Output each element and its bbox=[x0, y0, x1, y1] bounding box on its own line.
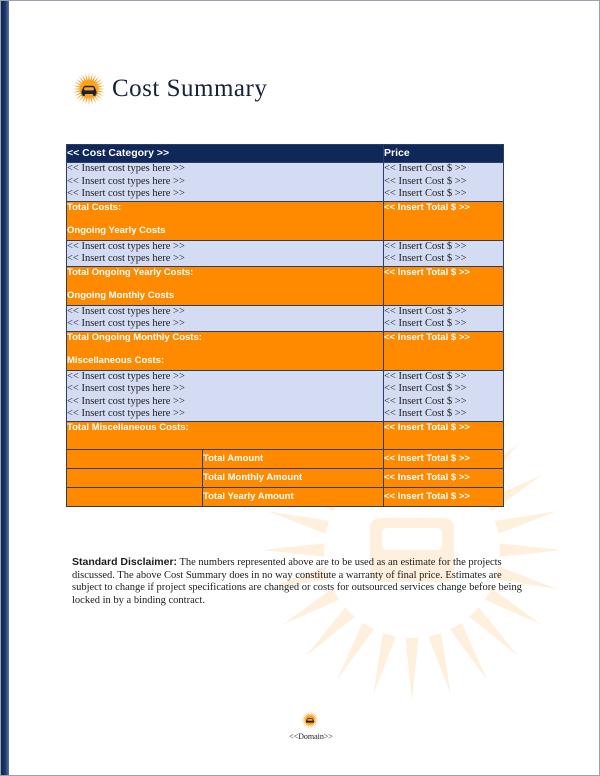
section-total-label: Total Ongoing Yearly Costs: bbox=[67, 266, 194, 278]
cost-price-text: << Insert Cost $ >> bbox=[384, 395, 467, 407]
section-total-label-cell bbox=[67, 421, 384, 449]
cost-price-text: << Insert Cost $ >> bbox=[384, 318, 467, 329]
cost-type-cell bbox=[67, 240, 384, 266]
cost-type-text: << Insert cost types here >> bbox=[67, 370, 185, 382]
cost-items-row bbox=[67, 163, 504, 202]
section-total-row bbox=[67, 421, 504, 449]
cost-type-text: << Insert cost types here >> bbox=[67, 163, 185, 174]
section-total-value: << Insert Total $ >> bbox=[384, 201, 504, 240]
cost-price-text: << Insert Cost $ >> bbox=[384, 163, 467, 174]
section-heading: Ongoing Yearly Costs bbox=[67, 224, 166, 236]
cost-type-text: << Insert cost types here >> bbox=[67, 175, 185, 187]
cost-items-row bbox=[67, 370, 504, 421]
summary-spacer-cell bbox=[67, 449, 203, 468]
cost-price-text: << Insert Cost $ >> bbox=[384, 408, 467, 419]
cost-type-text: << Insert cost types here >> bbox=[67, 383, 185, 394]
section-total-row bbox=[67, 201, 504, 240]
section-total-row bbox=[67, 266, 504, 305]
section-total-label-cell bbox=[67, 201, 384, 240]
summary-total-label: Total Monthly Amount bbox=[203, 468, 384, 487]
section-total-value: << Insert Total $ >> bbox=[384, 266, 504, 305]
summary-total-value: << Insert Total $ >> bbox=[384, 449, 504, 468]
summary-total-label: Total Amount bbox=[203, 449, 384, 468]
summary-total-row bbox=[67, 449, 504, 468]
page-title: Cost Summary bbox=[112, 75, 268, 102]
cost-price-text: << Insert Cost $ >> bbox=[384, 383, 467, 394]
cost-type-text: << Insert cost types here >> bbox=[67, 408, 185, 419]
summary-total-value: << Insert Total $ >> bbox=[384, 468, 504, 487]
section-total-row bbox=[67, 331, 504, 370]
cost-type-text: << Insert cost types here >> bbox=[67, 318, 185, 329]
section-total-label: Total Ongoing Monthly Costs: bbox=[67, 331, 202, 343]
section-total-label: Total Miscellaneous Costs: bbox=[67, 421, 189, 433]
cost-category-header: << Cost Category >> bbox=[67, 145, 384, 163]
standard-disclaimer bbox=[72, 556, 522, 607]
price-header: Price bbox=[384, 145, 504, 163]
cost-price-text: << Insert Cost $ >> bbox=[384, 175, 467, 187]
section-total-value: << Insert Total $ >> bbox=[384, 421, 504, 449]
summary-spacer-cell bbox=[67, 468, 203, 487]
cost-price-text: << Insert Cost $ >> bbox=[384, 188, 467, 199]
cost-type-cell bbox=[67, 305, 384, 331]
footer-domain: <<Domain>> bbox=[289, 732, 333, 741]
cost-type-cell bbox=[67, 163, 384, 202]
cost-price-text: << Insert Cost $ >> bbox=[384, 240, 467, 252]
section-total-label: Total Costs: bbox=[67, 201, 122, 213]
cost-price-text: << Insert Cost $ >> bbox=[384, 253, 467, 264]
table-header-row bbox=[67, 145, 504, 163]
summary-total-value: << Insert Total $ >> bbox=[384, 487, 504, 506]
cost-type-text: << Insert cost types here >> bbox=[67, 188, 185, 199]
section-heading: Miscellaneous Costs: bbox=[67, 354, 165, 366]
car-sunburst-icon bbox=[72, 72, 106, 106]
summary-total-label: Total Yearly Amount bbox=[203, 487, 384, 506]
cost-items-row bbox=[67, 240, 504, 266]
summary-total-row bbox=[67, 468, 504, 487]
cost-price-cell bbox=[384, 305, 504, 331]
cost-price-text: << Insert Cost $ >> bbox=[384, 305, 467, 317]
cost-type-text: << Insert cost types here >> bbox=[67, 305, 185, 317]
cost-type-cell bbox=[67, 370, 384, 421]
cost-price-text: << Insert Cost $ >> bbox=[384, 370, 467, 382]
title-block bbox=[72, 72, 267, 106]
cost-type-text: << Insert cost types here >> bbox=[67, 240, 185, 252]
section-heading: Ongoing Monthly Costs bbox=[67, 289, 175, 301]
section-heading bbox=[67, 445, 383, 449]
cost-type-text: << Insert cost types here >> bbox=[67, 253, 185, 264]
disclaimer-text: The numbers represented above are to be used as an estimate for the projects discussed. The above Cost Summary does in no way constitute a warranty of final price. Estimates are subject to change if project specifications are changed or costs for outsourced services change before being locked in by a binding contract. bbox=[72, 557, 522, 606]
cost-items-row bbox=[67, 305, 504, 331]
cost-price-cell bbox=[384, 163, 504, 202]
summary-spacer-cell bbox=[67, 487, 203, 506]
cost-price-cell bbox=[384, 240, 504, 266]
cost-price-cell bbox=[384, 370, 504, 421]
cost-summary-table bbox=[66, 144, 504, 507]
section-total-value: << Insert Total $ >> bbox=[384, 331, 504, 370]
footer-car-sunburst-icon bbox=[301, 711, 319, 729]
disclaimer-lead: Standard Disclaimer: bbox=[72, 556, 178, 568]
section-total-label-cell bbox=[67, 331, 384, 370]
section-total-label-cell bbox=[67, 266, 384, 305]
cost-type-text: << Insert cost types here >> bbox=[67, 395, 185, 407]
summary-total-row bbox=[67, 487, 504, 506]
